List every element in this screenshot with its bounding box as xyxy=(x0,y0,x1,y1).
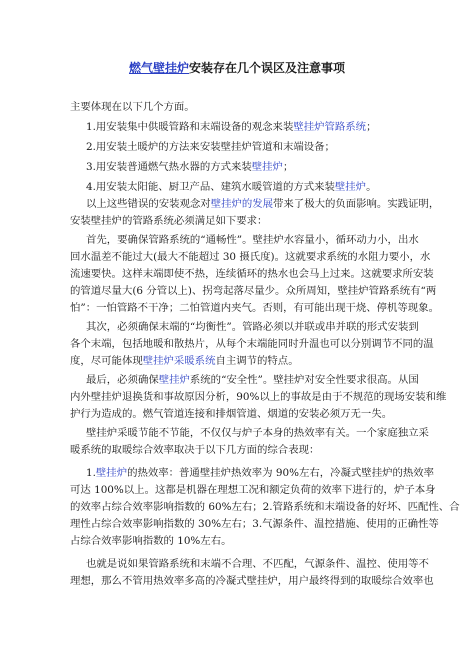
text-segment: 内外壁挂炉退换货和事故原因分析，90%以上的事故是由于不规范的现场安装和维 xyxy=(70,391,447,403)
text-line xyxy=(86,160,293,174)
inline-link[interactable]: 壁挂炉 xyxy=(158,374,190,386)
text-line xyxy=(70,267,434,281)
text-line xyxy=(70,574,434,588)
text-segment: 1.用安装集中供暖管路和末端设备的观念来装 xyxy=(86,121,294,133)
text-line xyxy=(86,373,419,387)
text-segment: 度，尽可能体现 xyxy=(70,355,143,367)
text-line xyxy=(70,390,446,404)
inline-link[interactable]: 壁挂炉的发展 xyxy=(210,198,274,210)
text-line xyxy=(86,140,335,154)
document-title xyxy=(0,60,474,76)
text-segment: 流速要快。这样末端即使不热，连续循环的热水也会马上过来。这就要求所安装 xyxy=(70,268,434,280)
text-line xyxy=(86,557,429,571)
inline-link[interactable]: 壁挂炉 xyxy=(251,161,283,173)
text-segment: 。 xyxy=(366,181,377,193)
title-link[interactable]: 燃气壁挂炉 xyxy=(128,61,189,75)
text-segment: 最后，必须确保 xyxy=(86,374,159,386)
text-segment: ； xyxy=(282,161,294,173)
text-line xyxy=(70,284,436,298)
inline-link[interactable]: 壁挂炉 xyxy=(334,181,367,193)
text-segment: 护行为造成的。燃气管道连接和排烟管道、烟道的安装必须万无一失。 xyxy=(70,408,393,420)
text-segment: 安装壁挂炉的管路系统必须满足如下要求： xyxy=(70,215,268,227)
text-line xyxy=(70,407,392,421)
text-line xyxy=(86,180,376,194)
text-line xyxy=(70,500,460,514)
text-segment: ； xyxy=(366,121,377,133)
text-line xyxy=(70,443,319,457)
inline-link[interactable]: 壁挂炉 xyxy=(95,467,128,479)
text-segment: 占综合效率影响指数的 10%左右。 xyxy=(70,535,232,547)
text-segment: 带来了极大的负面影响。实践证明， xyxy=(273,198,440,210)
text-segment: 也就是说如果管路系统和末端不合理、不匹配，气源条件、温控、使用等不 xyxy=(86,558,429,570)
text-segment: 系统的“安全性”。壁挂炉对安全性要求很高。从国 xyxy=(189,374,419,386)
text-line xyxy=(70,301,439,315)
inline-link[interactable]: 壁挂炉采暖系统 xyxy=(142,355,216,367)
text-line xyxy=(70,337,434,351)
text-line xyxy=(70,214,267,228)
text-segment: 的效率占综合效率影响指数的 60%左右；2.管路系统和末端设备的好坏、匹配性、合 xyxy=(70,501,460,513)
title-text: 安装存在几个误区及注意事项 xyxy=(189,61,346,75)
text-segment: 以上这些错误的安装观念对 xyxy=(86,198,211,210)
text-segment: 首先，要确保管路系统的“通畅性”。壁挂炉水容量小，循环动力小，出水 xyxy=(86,234,419,246)
text-segment: 怕”：一怕管路不干净；二怕管道内夹气。否则，有可能出现干烧、停机等现象。 xyxy=(70,302,439,314)
text-segment: 各个末端，包括地暖和散热片，从每个末端能同时升温也可以分别调节不同的温 xyxy=(70,338,434,350)
text-segment: 的管道尽量大(6 分管以上)、拐弯起落尽量少。众所周知，壁挂炉管路系统有“两 xyxy=(70,285,437,297)
text-line xyxy=(70,100,195,114)
text-line xyxy=(86,233,419,247)
text-line xyxy=(70,483,436,497)
text-line xyxy=(86,320,419,334)
text-line xyxy=(70,354,299,368)
text-segment: 理性占综合效率影响指数的 30%左右；3.气源条件、温控措施、使用的正确性等 xyxy=(70,518,439,530)
text-segment: 自主调节的特点。 xyxy=(215,355,299,367)
text-segment: 理想，那么不管用热效率多高的冷凝式壁挂炉，用户最终得到的取暖综合效率也 xyxy=(70,575,434,587)
text-segment: 2.用安装土暖炉的方法来安装壁挂炉管道和末端设备； xyxy=(86,141,335,153)
text-line xyxy=(86,120,376,134)
text-segment: 3.用安装普通燃气热水器的方式来装 xyxy=(86,161,252,173)
text-segment: 1. xyxy=(86,467,96,479)
text-line xyxy=(70,250,430,264)
text-segment: 暖系统的取暖综合效率取决于以下几方面的综合表现： xyxy=(70,444,320,456)
text-line xyxy=(86,426,429,440)
text-line xyxy=(86,466,434,480)
inline-link[interactable]: 壁挂炉管路系统 xyxy=(293,121,367,133)
text-line xyxy=(86,197,439,211)
text-segment: 回水温差不能过大(最大不能超过 30 摄氏度)。这就要求系统的水阻力要小，水 xyxy=(70,251,431,263)
text-line xyxy=(70,517,439,531)
text-segment: 其次，必须确保末端的“均衡性”。管路必须以并联或串并联的形式安装到 xyxy=(86,321,419,333)
text-segment: 主要体现在以下几个方面。 xyxy=(70,101,195,113)
text-segment: 壁挂炉采暖节能不节能，不仅仅与炉子本身的热效率有关。一个家庭独立采 xyxy=(86,427,429,439)
text-segment: 可达 100%以上。这都是机器在理想工况和额定负荷的效率下进行的，炉子本身 xyxy=(70,484,436,496)
text-segment: 4.用安装太阳能、厨卫产品、建筑水暖管道的方式来装 xyxy=(86,181,335,193)
text-segment: 的热效率：普通壁挂炉热效率为 90%左右，冷凝式壁挂炉的热效率 xyxy=(127,467,435,479)
text-line xyxy=(70,534,231,548)
